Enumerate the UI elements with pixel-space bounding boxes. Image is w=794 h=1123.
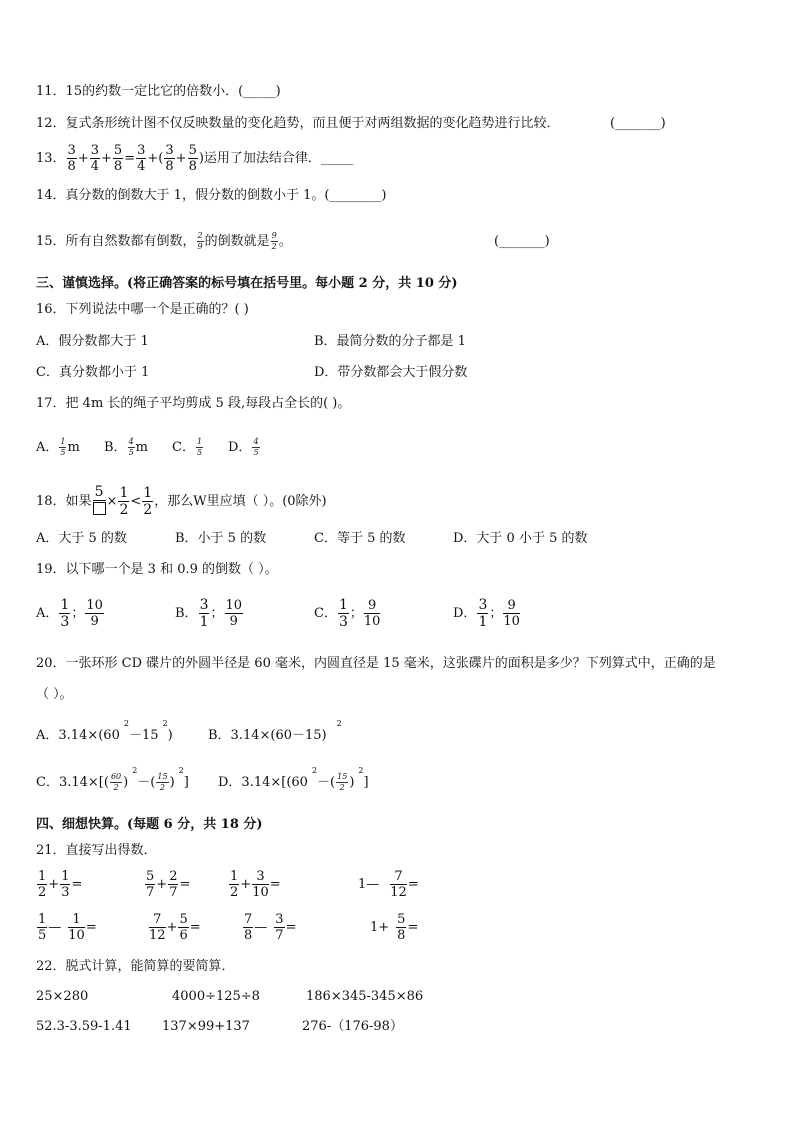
question-15: 15．所有自然数都有倒数， $\frac{2}{9}$ 的倒数就是 $\frac{9}{2}$ 。 <box>36 231 292 251</box>
question-12-blank[interactable]: (_______) <box>610 116 666 131</box>
option-a[interactable]: A．假分数都大于 1 <box>36 334 149 349</box>
question-13: 13． $\frac{3}{8}$ + $\frac{3}{4}$ + $\frac{5}{8}$ = $\frac{3}{4}$ +( $\frac{3}{8}$ + $\frac{5}{8}$ )运用了加法结合律．_____ <box>36 143 354 174</box>
question-13-text: 运用了加法结合律．_____ <box>203 151 354 166</box>
calc-item: $\frac{7}{12}$ + $\frac{5}{6}$ = <box>149 912 201 943</box>
question-18: 18．如果 5 × $\frac{1}{2}$ < $\frac{1}{2}$ ，那么W里应填（ ）。(0除外) <box>36 484 327 518</box>
option-c[interactable]: C．等于 5 的数 <box>314 531 406 546</box>
section-4-title: 四、细想快算。(每题 6 分，共 18 分) <box>36 817 263 832</box>
question-12 <box>36 115 560 133</box>
calc-item: 4000÷125÷8 <box>172 989 260 1004</box>
question-13-number: 13． <box>36 151 66 166</box>
fraction: $\frac{9}{2}$ <box>271 231 277 251</box>
question-12-text: 12．复式条形统计图不仅反映数量的变化趋势，而且便于对两组数据的变化趋势进行比较． <box>36 116 560 131</box>
calc-item: $\frac{1}{5}$ — $\frac{1}{10}$ = <box>38 912 97 943</box>
option-d[interactable]: D．大于 0 小于 5 的数 <box>453 531 588 546</box>
question-22: 22．脱式计算，能简算的要简算． <box>36 959 235 974</box>
option-c[interactable]: C．真分数都小于 1 <box>36 365 150 380</box>
question-21: 21．直接写出得数． <box>36 843 157 858</box>
fraction: 5 <box>93 485 106 518</box>
calc-item: 1+ $\frac{5}{8}$ = <box>370 912 419 943</box>
blank-box[interactable] <box>93 502 106 515</box>
option-d[interactable]: D． $\frac{3}{1}$ ； $\frac{9}{10}$ <box>453 597 520 630</box>
option-b[interactable]: B． $\frac{4}{5}$ m <box>104 437 148 457</box>
fraction: $\frac{3}{4}$ <box>137 143 146 174</box>
option-c[interactable]: C． $\frac{1}{3}$ ； $\frac{9}{10}$ <box>314 597 381 630</box>
fraction: $\frac{3}{8}$ <box>67 143 76 174</box>
calc-item: 52.3-3.59-1.41 <box>36 1019 132 1034</box>
question-20-cont: （ ）。 <box>36 687 73 702</box>
question-16: 16．下列说法中哪一个是正确的？( ) <box>36 302 249 317</box>
option-a[interactable]: A．大于 5 的数 <box>36 531 127 546</box>
calc-item: 137×99+137 <box>162 1019 250 1034</box>
fraction: $\frac{3}{8}$ <box>165 143 174 174</box>
option-d[interactable]: D．$3.14\times[(60^2-$( $\frac{15}{2}$ )$^2$] <box>218 766 369 792</box>
calc-item: $\frac{5}{7}$ + $\frac{2}{7}$ = <box>146 869 191 900</box>
option-b[interactable]: B． $\frac{3}{1}$ ； $\frac{10}{9}$ <box>175 597 243 630</box>
calc-item: $\frac{7}{8}$ — $\frac{3}{7}$ = <box>244 912 297 943</box>
option-d[interactable]: D． $\frac{4}{5}$ <box>228 437 259 457</box>
option-b[interactable]: B．小于 5 的数 <box>175 531 267 546</box>
question-17: 17．把 4m 长的绳子平均剪成 5 段,每段占全长的( )。 <box>36 396 351 411</box>
question-14: 14．真分数的倒数大于 1，假分数的倒数小于 1。(________) <box>36 188 387 203</box>
option-a[interactable]: A． $\frac{1}{5}$ m <box>36 437 80 457</box>
option-b[interactable]: B．最简分数的分子都是 1 <box>314 334 466 349</box>
question-19: 19．以下哪一个是 3 和 0.9 的倒数（ ）。 <box>36 562 278 577</box>
option-b[interactable]: B．$3.14\times(60-15)^2$ <box>208 719 342 743</box>
question-11: 11．15的约数一定比它的倍数小．(_____) <box>36 84 281 99</box>
fraction: $\frac{2}{9}$ <box>197 231 203 251</box>
calc-item: $\frac{1}{2}$ + $\frac{1}{3}$ = <box>38 869 83 900</box>
option-c[interactable]: C． $\frac{1}{5}$ <box>172 437 203 457</box>
question-20: 20．一张环形 CD 碟片的外圆半径是 60 毫米，内圆直径是 15 毫米，这张碟片的面积是多少？下列算式中，正确的是 <box>36 656 716 671</box>
calc-item: 276-（176-98） <box>302 1019 403 1034</box>
question-15-blank[interactable]: (_______) <box>494 234 550 249</box>
option-a[interactable]: A．$3.14\times(60^2-15^2)$ <box>36 719 173 743</box>
calc-item: 25×280 <box>36 989 89 1004</box>
section-3-title: 三、谨慎选择。(将正确答案的标号填在括号里。每小题 2 分，共 10 分) <box>36 276 458 291</box>
fraction: $\frac{5}{8}$ <box>188 143 197 174</box>
calc-item: $\frac{1}{2}$ + $\frac{3}{10}$ = <box>230 869 281 900</box>
fraction: $\frac{3}{4}$ <box>90 143 100 174</box>
calc-item: 1— $\frac{7}{12}$ = <box>358 869 419 900</box>
calc-item: 186×345-345×86 <box>306 989 424 1004</box>
fraction: $\frac{5}{8}$ <box>113 143 123 174</box>
option-c[interactable]: C．3.14×[( $\frac{60}{2}$ )$^2$－( $\frac{15}{2}$ )$^2$] <box>36 766 189 792</box>
option-d[interactable]: D．带分数都会大于假分数 <box>314 365 468 380</box>
option-a[interactable]: A． $\frac{1}{3}$ ； $\frac{10}{9}$ <box>36 597 103 630</box>
